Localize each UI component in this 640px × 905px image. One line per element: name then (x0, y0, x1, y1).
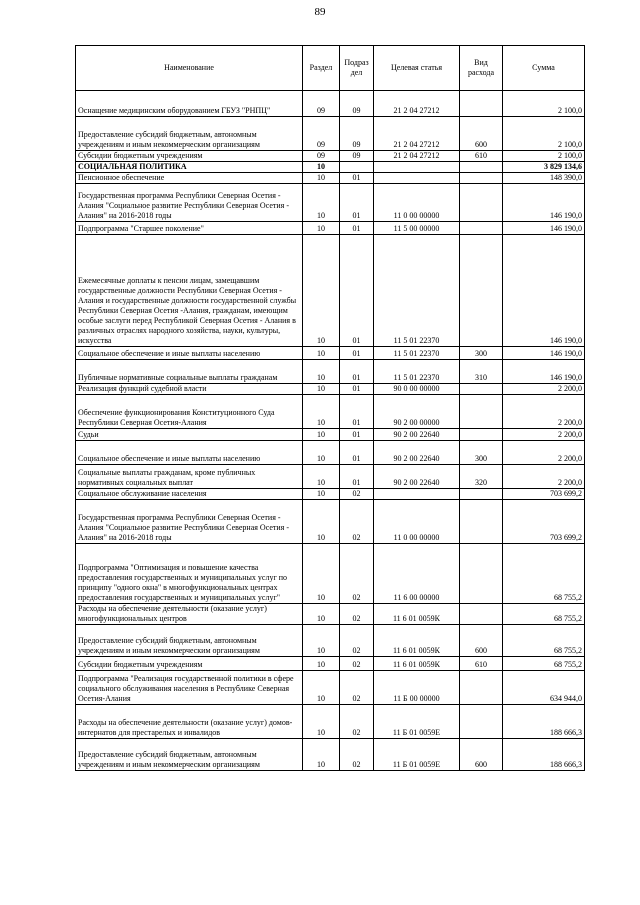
row-name: Публичные нормативные социальные выплаты гражданам (76, 360, 303, 384)
row-statya: 11 Б 01 0059Е (374, 739, 460, 771)
row-podrazdel: 01 (340, 465, 374, 489)
row-summa: 188 666,3 (503, 705, 585, 739)
row-razdel: 10 (303, 657, 340, 671)
row-summa: 703 699,2 (503, 500, 585, 544)
row-razdel: 10 (303, 544, 340, 604)
row-name: Подпрограмма "Старшее поколение" (76, 222, 303, 235)
table-row (76, 235, 585, 347)
row-vid (460, 604, 503, 625)
row-name: Предоставление субсидий бюджетным, автономным учреждениям и иным некоммерческим организациям (76, 117, 303, 151)
row-summa: 146 190,0 (503, 360, 585, 384)
table-row (76, 162, 585, 173)
table-row (76, 360, 585, 384)
row-summa: 2 200,0 (503, 395, 585, 429)
row-statya: 11 5 01 22370 (374, 347, 460, 360)
table-row (76, 384, 585, 395)
row-vid: 600 (460, 625, 503, 657)
row-name: СОЦИАЛЬНАЯ ПОЛИТИКА (76, 162, 303, 173)
header-podrazdel: Подраз дел (340, 46, 374, 91)
page-number: 89 (314, 6, 326, 18)
table-row (76, 705, 585, 739)
table-row (76, 117, 585, 151)
row-statya: 11 0 00 00000 (374, 184, 460, 222)
row-vid: 310 (460, 360, 503, 384)
row-vid (460, 222, 503, 235)
row-summa: 2 200,0 (503, 429, 585, 441)
row-statya: 11 Б 01 0059Е (374, 705, 460, 739)
row-podrazdel: 09 (340, 91, 374, 117)
row-podrazdel: 01 (340, 395, 374, 429)
row-razdel: 09 (303, 151, 340, 162)
row-podrazdel: 01 (340, 173, 374, 184)
row-vid (460, 489, 503, 500)
row-razdel: 10 (303, 671, 340, 705)
row-summa: 3 829 134,6 (503, 162, 585, 173)
row-statya: 11 5 00 00000 (374, 222, 460, 235)
row-summa: 146 190,0 (503, 184, 585, 222)
header-vid: Вид расхода (460, 46, 503, 91)
row-statya (374, 489, 460, 500)
row-vid (460, 544, 503, 604)
row-vid (460, 395, 503, 429)
row-razdel: 10 (303, 429, 340, 441)
row-name: Предоставление субсидий бюджетным, автономным учреждениям и иным некоммерческим организациям (76, 739, 303, 771)
row-statya: 90 2 00 22640 (374, 441, 460, 465)
table-row (76, 184, 585, 222)
row-razdel: 10 (303, 184, 340, 222)
row-razdel: 10 (303, 604, 340, 625)
row-statya: 90 2 00 22640 (374, 465, 460, 489)
row-statya: 21 2 04 27212 (374, 91, 460, 117)
table-row (76, 544, 585, 604)
row-summa: 68 755,2 (503, 544, 585, 604)
row-name: Субсидии бюджетным учреждениям (76, 657, 303, 671)
row-podrazdel: 01 (340, 384, 374, 395)
row-podrazdel: 09 (340, 151, 374, 162)
row-statya: 11 6 01 0059К (374, 625, 460, 657)
table-row (76, 222, 585, 235)
row-podrazdel: 02 (340, 500, 374, 544)
row-razdel: 10 (303, 347, 340, 360)
row-summa: 146 190,0 (503, 222, 585, 235)
row-name: Пенсионное обеспечение (76, 173, 303, 184)
row-statya: 90 0 00 00000 (374, 384, 460, 395)
row-vid (460, 162, 503, 173)
row-summa: 2 200,0 (503, 465, 585, 489)
row-razdel: 10 (303, 384, 340, 395)
row-summa: 2 100,0 (503, 91, 585, 117)
row-statya (374, 173, 460, 184)
row-vid: 610 (460, 151, 503, 162)
row-name: Судьи (76, 429, 303, 441)
budget-table (75, 45, 585, 771)
row-vid (460, 671, 503, 705)
row-statya: 90 2 00 00000 (374, 395, 460, 429)
row-name: Социальное обеспечение и иные выплаты населению (76, 347, 303, 360)
table-row (76, 91, 585, 117)
row-statya: 11 6 01 0059К (374, 604, 460, 625)
row-name: Подпрограмма "Оптимизация и повышение качества предоставления государственных и муниципальных услуг по принципу "одного окна" в многофункциональных центрах предоставления государственных и муниципальных услуг" (76, 544, 303, 604)
row-vid (460, 173, 503, 184)
row-razdel: 10 (303, 489, 340, 500)
table-row (76, 395, 585, 429)
row-razdel: 09 (303, 117, 340, 151)
row-vid (460, 235, 503, 347)
row-summa: 68 755,2 (503, 657, 585, 671)
table-row (76, 739, 585, 771)
row-razdel: 10 (303, 162, 340, 173)
row-summa: 2 100,0 (503, 117, 585, 151)
row-summa: 146 190,0 (503, 235, 585, 347)
row-statya: 11 6 00 00000 (374, 544, 460, 604)
row-vid: 300 (460, 441, 503, 465)
row-summa: 148 390,0 (503, 173, 585, 184)
table-header-row (76, 46, 585, 91)
row-name: Обеспечение функционирования Конституционного Суда Республики Северная Осетия-Алания (76, 395, 303, 429)
row-summa: 146 190,0 (503, 347, 585, 360)
row-vid: 300 (460, 347, 503, 360)
row-vid: 600 (460, 117, 503, 151)
row-podrazdel: 02 (340, 739, 374, 771)
row-razdel: 10 (303, 705, 340, 739)
row-vid: 610 (460, 657, 503, 671)
row-vid (460, 91, 503, 117)
row-razdel: 10 (303, 500, 340, 544)
table-row (76, 625, 585, 657)
row-podrazdel: 02 (340, 657, 374, 671)
row-statya: 11 0 00 00000 (374, 500, 460, 544)
row-podrazdel: 01 (340, 360, 374, 384)
row-statya: 11 5 01 22370 (374, 360, 460, 384)
row-statya: 21 2 04 27212 (374, 117, 460, 151)
table-row (76, 657, 585, 671)
row-podrazdel: 01 (340, 441, 374, 465)
row-statya: 11 6 01 0059К (374, 657, 460, 671)
row-podrazdel (340, 162, 374, 173)
header-summa: Сумма (503, 46, 585, 91)
row-summa: 68 755,2 (503, 625, 585, 657)
row-name: Ежемесячные доплаты к пенсии лицам, замещавшим государственные должности Республики Северная Осетия - Алания и государственные должности государственной службы Республики Северная Осетия -Алания, гражданам, имеющим особые заслуги перед Республикой Северная Осетия - Алания в различных отраслях народного хозяйства, науки, культуры, искусства (76, 235, 303, 347)
row-name: Социальное обеспечение и иные выплаты населению (76, 441, 303, 465)
row-vid: 320 (460, 465, 503, 489)
row-name: Реализация функций судебной власти (76, 384, 303, 395)
row-vid (460, 384, 503, 395)
row-summa: 634 944,0 (503, 671, 585, 705)
header-statya: Целевая статья (374, 46, 460, 91)
row-summa: 703 699,2 (503, 489, 585, 500)
header-name: Наименование (76, 46, 303, 91)
row-name: Государственная программа Республики Северная Осетия - Алания "Социальное развитие Республики Северная Осетия - Алания" на 2016-2018 годы (76, 184, 303, 222)
row-razdel: 10 (303, 360, 340, 384)
row-name: Социальное обслуживание населения (76, 489, 303, 500)
row-statya: 11 5 01 22370 (374, 235, 460, 347)
row-razdel: 10 (303, 441, 340, 465)
row-summa: 68 755,2 (503, 604, 585, 625)
row-podrazdel: 02 (340, 489, 374, 500)
table-row (76, 429, 585, 441)
row-name: Подпрограмма "Реализация государственной политики в сфере социального обслуживания населения в Республике Северная Осетия-Алания (76, 671, 303, 705)
row-statya: 21 2 04 27212 (374, 151, 460, 162)
row-razdel: 10 (303, 465, 340, 489)
row-podrazdel: 01 (340, 222, 374, 235)
row-vid (460, 705, 503, 739)
row-razdel: 10 (303, 625, 340, 657)
row-name: Государственная программа Республики Северная Осетия - Алания "Социальное развитие Республики Северная Осетия - Алания" на 2016-2018 годы (76, 500, 303, 544)
row-podrazdel: 02 (340, 705, 374, 739)
table-row (76, 671, 585, 705)
row-razdel: 10 (303, 222, 340, 235)
row-podrazdel: 01 (340, 347, 374, 360)
row-name: Оснащение медицинским оборудованием ГБУЗ "РНПЦ" (76, 91, 303, 117)
row-vid (460, 500, 503, 544)
row-name: Расходы на обеспечение деятельности (оказание услуг) домов-интернатов для престарелых и инвалидов (76, 705, 303, 739)
row-summa: 2 100,0 (503, 151, 585, 162)
row-podrazdel: 02 (340, 625, 374, 657)
row-podrazdel: 02 (340, 671, 374, 705)
row-vid (460, 429, 503, 441)
row-summa: 2 200,0 (503, 384, 585, 395)
row-podrazdel: 09 (340, 117, 374, 151)
row-podrazdel: 01 (340, 429, 374, 441)
row-vid: 600 (460, 739, 503, 771)
table-row (76, 604, 585, 625)
row-statya: 90 2 00 22640 (374, 429, 460, 441)
row-razdel: 10 (303, 173, 340, 184)
table-row (76, 489, 585, 500)
row-podrazdel: 01 (340, 184, 374, 222)
row-vid (460, 184, 503, 222)
row-razdel: 10 (303, 395, 340, 429)
row-podrazdel: 02 (340, 544, 374, 604)
table-row (76, 173, 585, 184)
row-name: Социальные выплаты гражданам, кроме публичных нормативных социальных выплат (76, 465, 303, 489)
table-row (76, 500, 585, 544)
header-razdel: Раздел (303, 46, 340, 91)
row-name: Предоставление субсидий бюджетным, автономным учреждениям и иным некоммерческим организациям (76, 625, 303, 657)
row-summa: 2 200,0 (503, 441, 585, 465)
row-podrazdel: 02 (340, 604, 374, 625)
row-name: Расходы на обеспечение деятельности (оказание услуг) многофункциональных центров (76, 604, 303, 625)
table-row (76, 151, 585, 162)
table-row (76, 347, 585, 360)
row-statya (374, 162, 460, 173)
row-summa: 188 666,3 (503, 739, 585, 771)
row-razdel: 10 (303, 739, 340, 771)
table-row (76, 465, 585, 489)
row-razdel: 09 (303, 91, 340, 117)
row-razdel: 10 (303, 235, 340, 347)
row-name: Субсидии бюджетным учреждениям (76, 151, 303, 162)
table-row (76, 441, 585, 465)
row-statya: 11 Б 00 00000 (374, 671, 460, 705)
row-podrazdel: 01 (340, 235, 374, 347)
